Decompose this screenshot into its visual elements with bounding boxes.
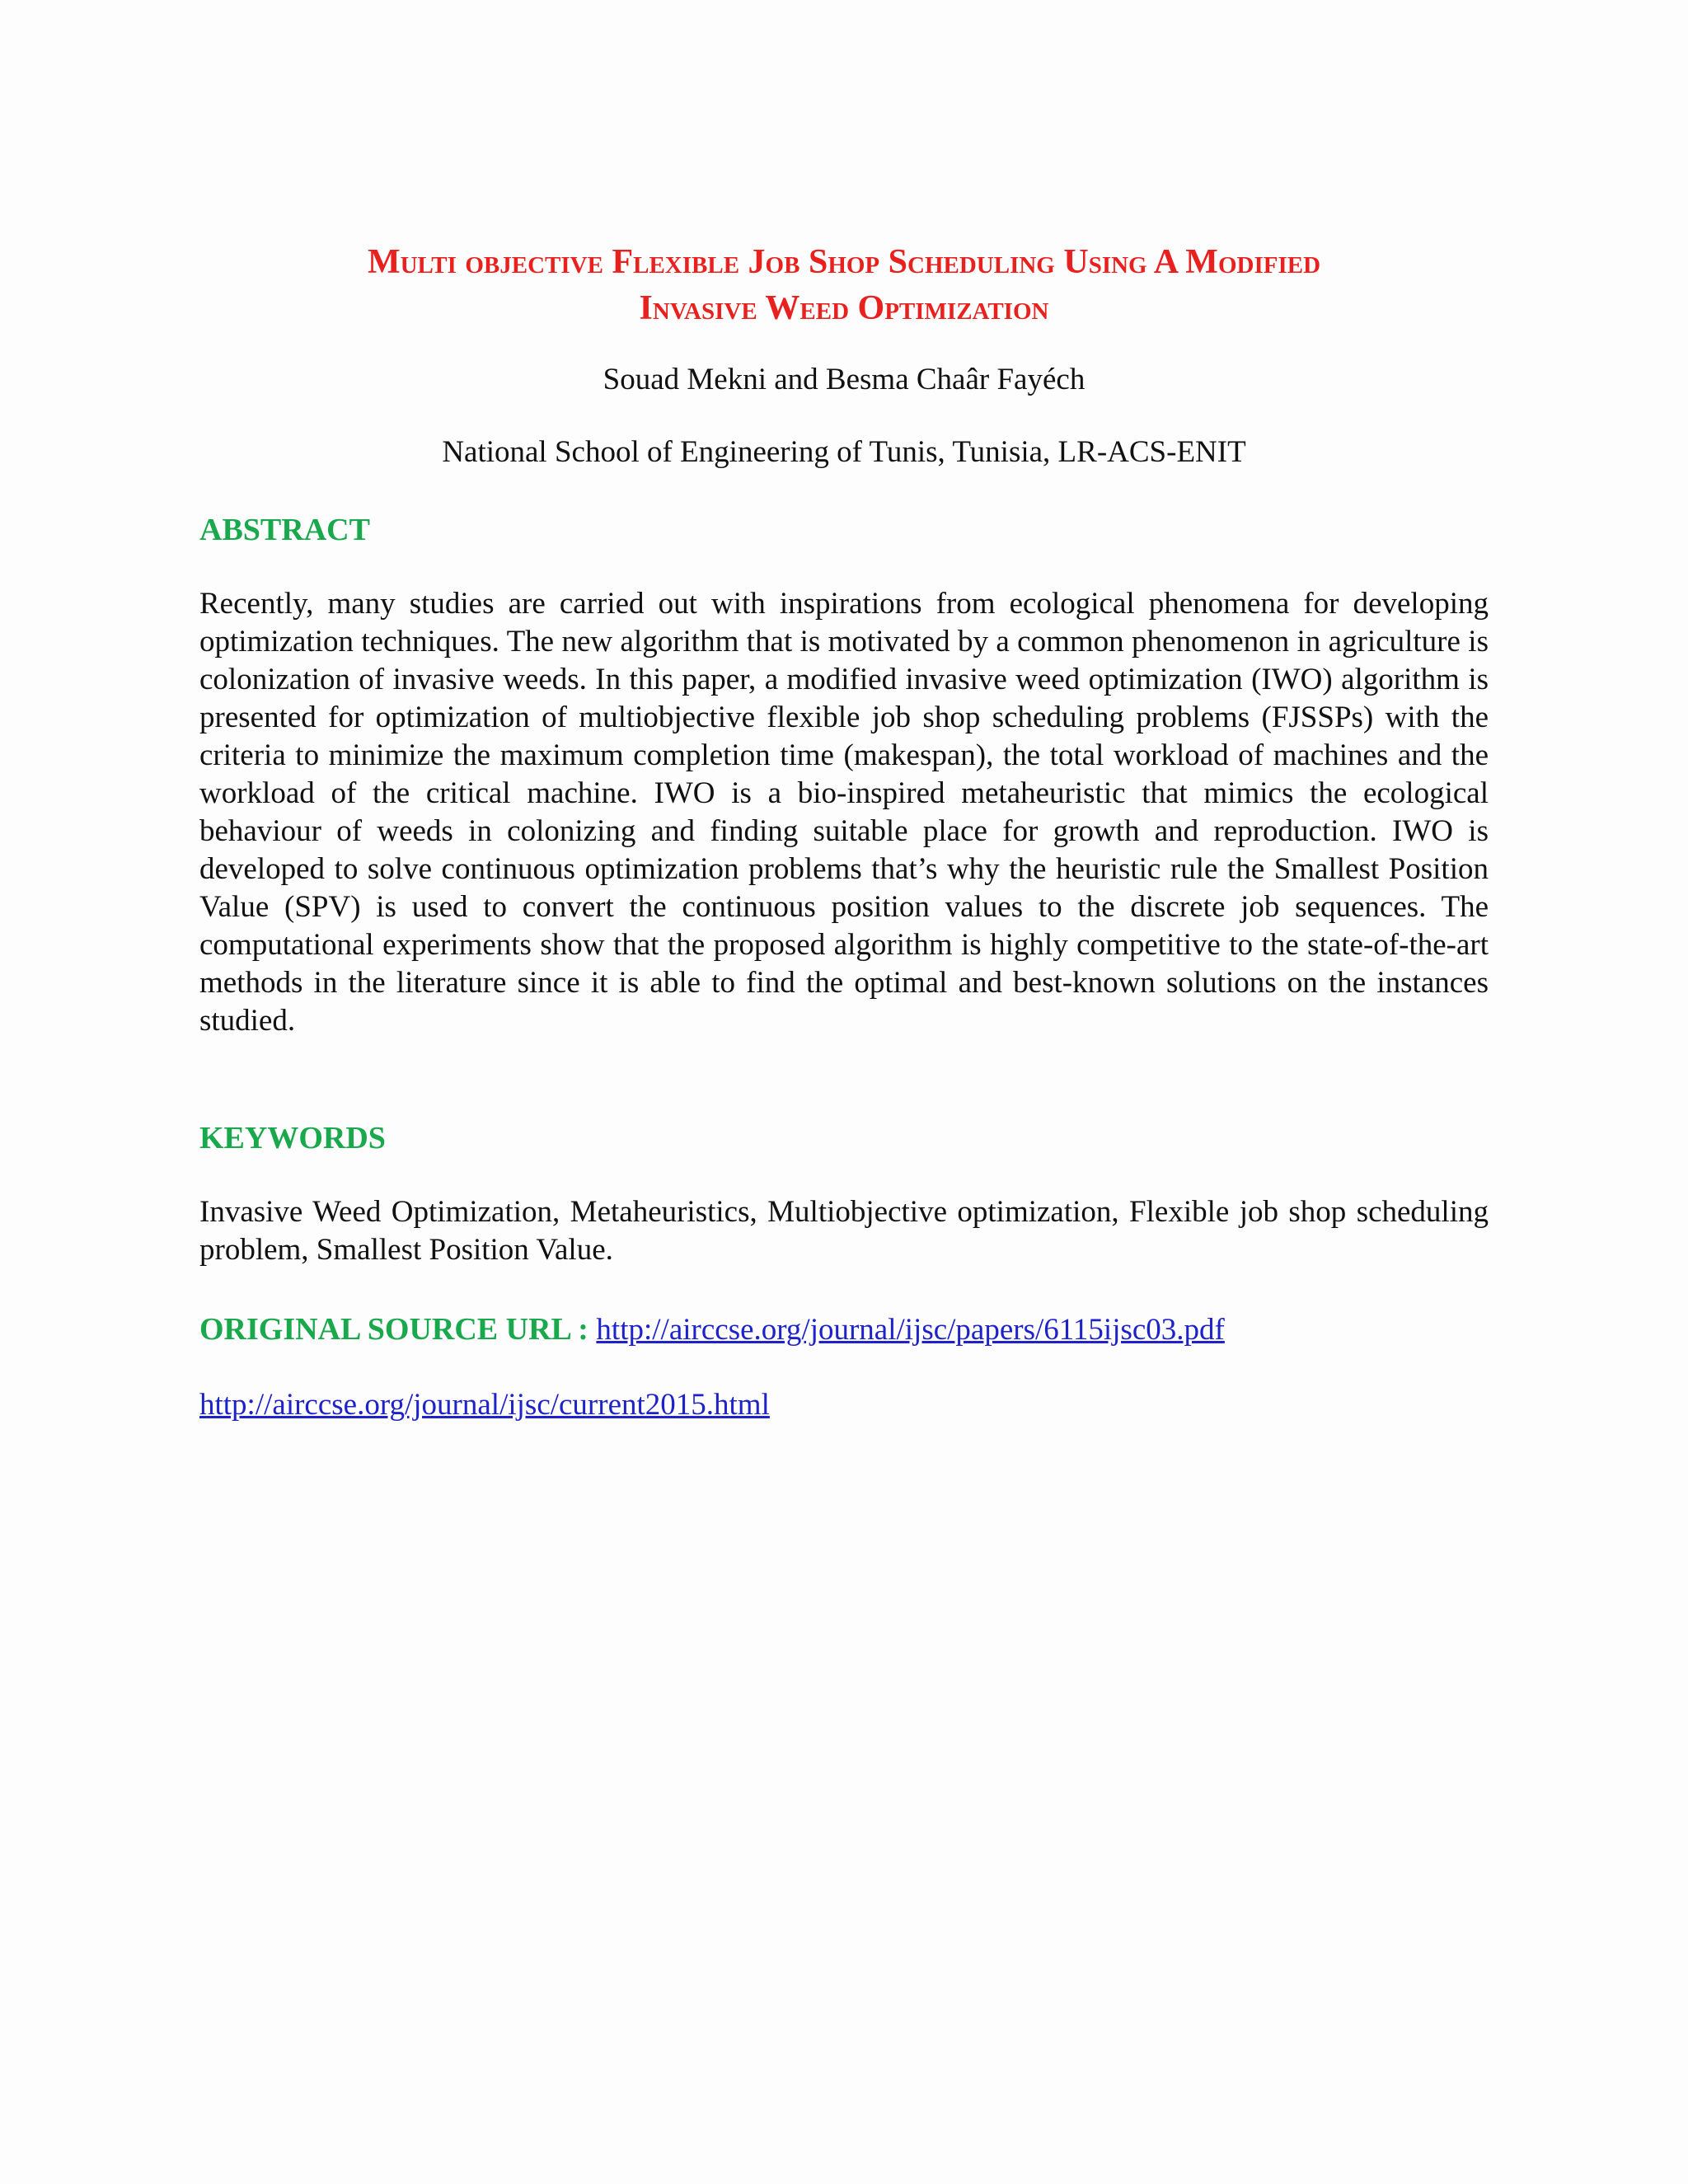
current-issue-line [199,1385,770,1426]
original-source-line [199,1309,1225,1351]
paper-affiliation: National School of Engineering of Tunis, Tunisia, LR-ACS-ENIT [442,435,1246,469]
abstract-text: Recently, many studies are carried out with inspirations from ecological phenomena for developing optimization techniques. The new algorithm that is motivated by a common phenomenon in agriculture is colonization of invasive weeds. In this paper, a modified invasive weed optimization (IWO) algorithm is presented for optimization of multiobjective flexible job shop scheduling problems (FJSSPs) with the criteria to minimize the maximum completion time (makespan), the total workload of machines and the workload of the critical machine. IWO is a bio-inspired metaheuristic that mimics the ecological behaviour of weeds in colonizing and finding suitable place for growth and reproduction. IWO is developed to solve continuous optimization problems that’s why the heuristic rule the Smallest Position Value (SPV) is used to convert the continuous position values to the discrete job sequences. The computational experiments show that the proposed algorithm is highly competitive to the state-of-the-art methods in the literature since it is able to find the optimal and best-known solutions on the instances studied. [199,587,1489,1038]
original-source-label: ORIGINAL SOURCE URL : [199,1312,588,1347]
paper-authors: Souad Mekni and Besma Chaâr Fayéch [603,363,1085,396]
paper-title-line-1: Multi objective Flexible Job Shop Scheduling Using A Modified [367,243,1321,281]
current-issue-link[interactable]: http://airccse.org/journal/ijsc/current2015.html [199,1388,770,1422]
keywords-text: Invasive Weed Optimization, Metaheuristics, Multiobjective optimization, Flexible job shop scheduling problem, Smallest Position Value. [199,1195,1489,1267]
keywords-heading: KEYWORDS [199,1121,386,1155]
paper-title-line-2: Invasive Weed Optimization [639,289,1049,327]
abstract-heading: ABSTRACT [199,513,370,547]
original-source-link[interactable]: http://airccse.org/journal/ijsc/papers/6115ijsc03.pdf [596,1313,1225,1347]
paper-title [198,239,1490,331]
